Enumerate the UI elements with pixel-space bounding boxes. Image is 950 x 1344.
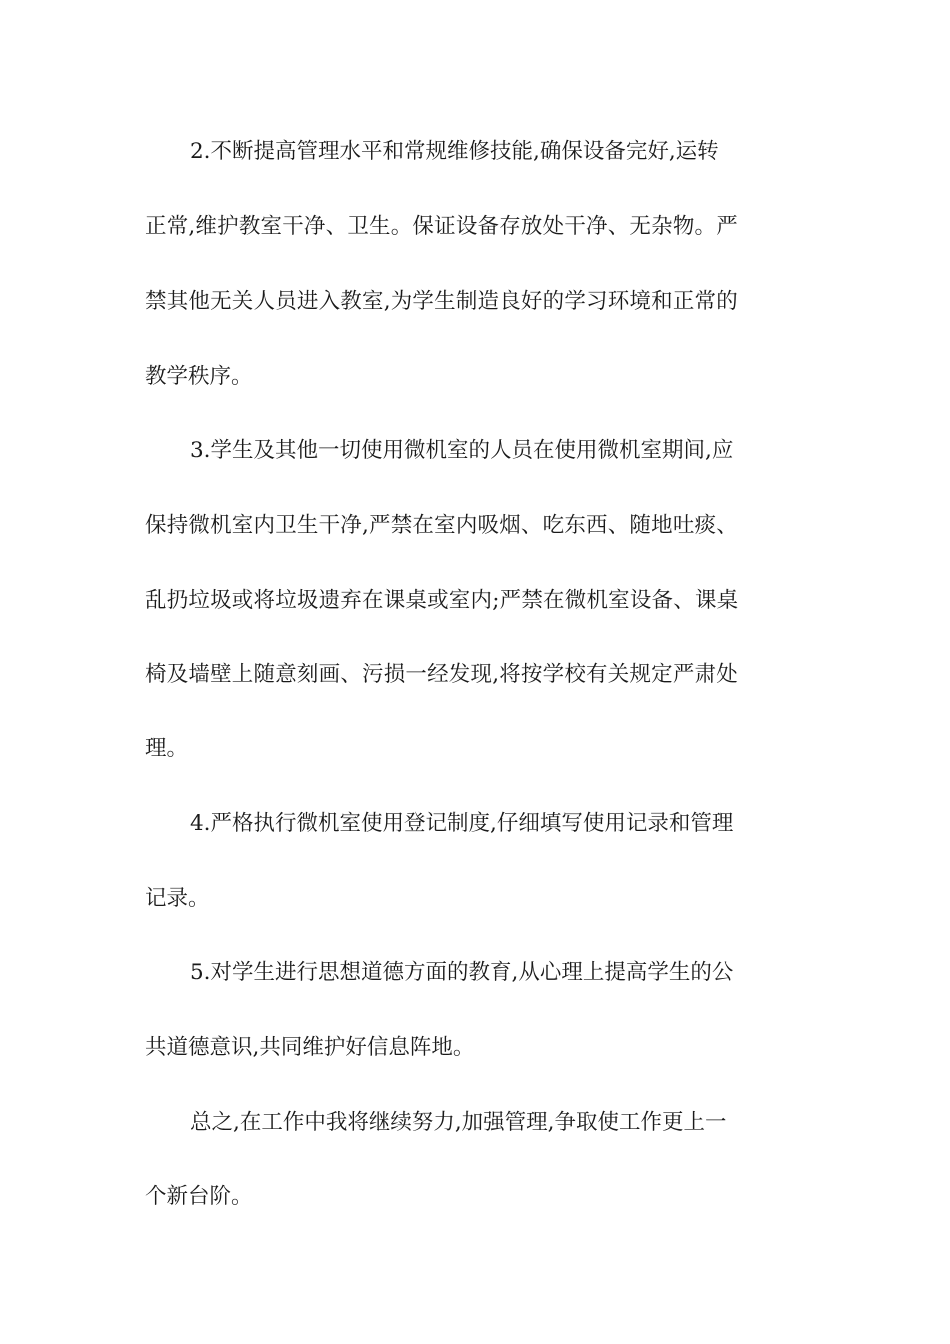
paragraph-2-line-3: 乱扔垃圾或将垃圾遗弃在课桌或室内;严禁在微机室设备、课桌 <box>145 588 739 613</box>
paragraph-1-line-1: 2.不断提高管理水平和常规维修技能,确保设备完好,运转 <box>190 139 719 164</box>
paragraph-4-line-2: 共道德意识,共同维护好信息阵地。 <box>145 1035 475 1060</box>
paragraph-2-line-1: 3.学生及其他一切使用微机室的人员在使用微机室期间,应 <box>190 438 734 463</box>
paragraph-2-line-2: 保持微机室内卫生干净,严禁在室内吸烟、吃东西、随地吐痰、 <box>145 513 738 538</box>
paragraph-1-line-2: 正常,维护教室干净、卫生。保证设备存放处干净、无杂物。严 <box>145 214 738 239</box>
paragraph-2-line-4: 椅及墙壁上随意刻画、污损一经发现,将按学校有关规定严肃处 <box>145 662 738 687</box>
paragraph-4-line-1: 5.对学生进行思想道德方面的教育,从心理上提高学生的公 <box>190 960 734 985</box>
paragraph-5-line-1: 总之,在工作中我将继续努力,加强管理,争取使工作更上一 <box>190 1110 727 1135</box>
paragraph-5-line-2: 个新台阶。 <box>145 1184 253 1209</box>
paragraph-1-line-4: 教学秩序。 <box>145 364 253 389</box>
paragraph-1-line-3: 禁其他无关人员进入教室,为学生制造良好的学习环境和正常的 <box>145 289 738 314</box>
paragraph-3-line-2: 记录。 <box>145 886 210 911</box>
paragraph-3-line-1: 4.严格执行微机室使用登记制度,仔细填写使用记录和管理 <box>190 811 734 836</box>
paragraph-2-line-5: 理。 <box>145 736 189 761</box>
